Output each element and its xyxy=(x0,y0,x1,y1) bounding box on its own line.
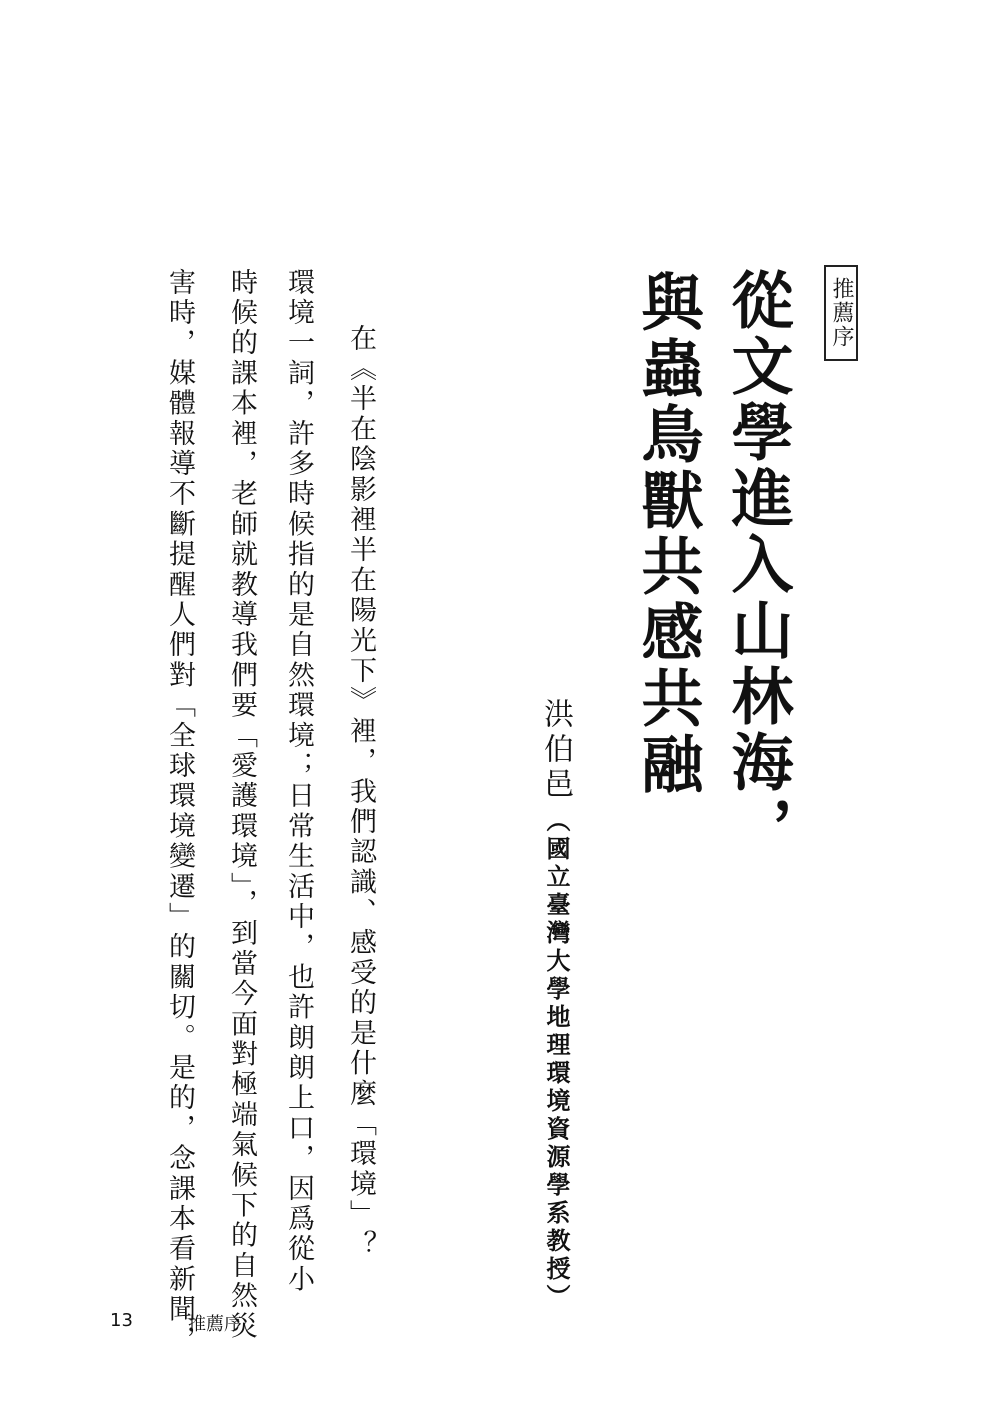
author-name: 洪伯邑 xyxy=(538,698,573,803)
title-line-2: 與蟲鳥獸共感共融 xyxy=(631,270,704,798)
body-line-4: 害時，媒體報導不斷提醒人們對「全球環境變遷」的關切。是的，念課本看新聞， xyxy=(164,268,195,1356)
section-tag: 推薦序 xyxy=(824,265,858,361)
author-affiliation: （國立臺灣大學地理環境資源學系教授） xyxy=(542,808,571,1312)
title-line-1: 從文學進入山林海， xyxy=(721,268,794,862)
body-line-2: 環境一詞，許多時候指的是自然環境；日常生活中，也許朗朗上口，因爲從小 xyxy=(283,268,314,1295)
running-head: 推薦序 xyxy=(188,1314,242,1335)
body-line-1: 在《半在陰影裡半在陽光下》裡，我們認識、感受的是什麼「環境」？ xyxy=(345,324,376,1261)
body-line-3: 時候的課本裡，老師就教導我們要「愛護環境」，到當今面對極端氣候下的自然災 xyxy=(226,268,257,1342)
page-number: 13 xyxy=(110,1310,133,1331)
